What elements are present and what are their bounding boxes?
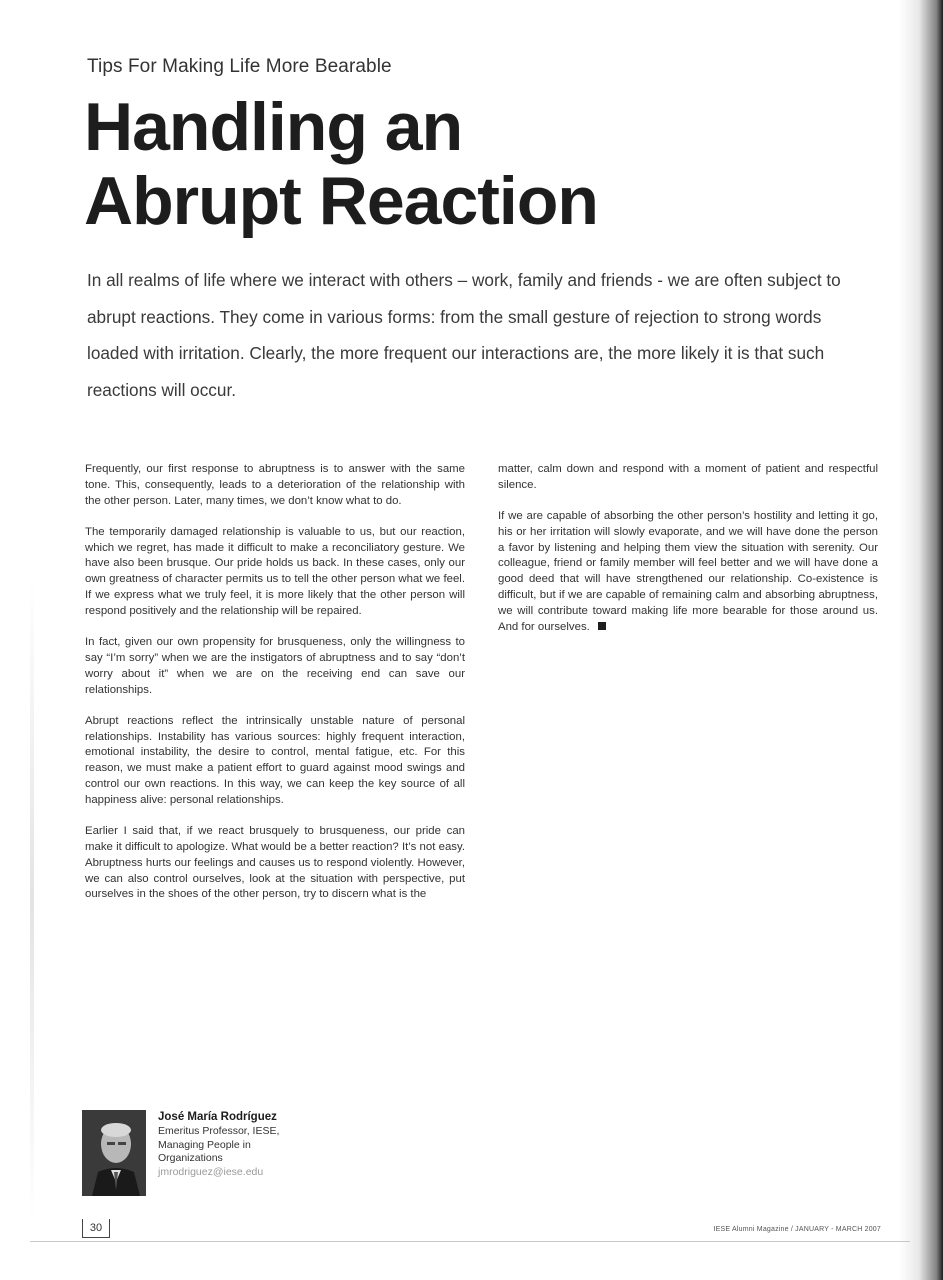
author-title-line: Emeritus Professor, IESE,: [158, 1125, 280, 1137]
page-edge-shadow: [30, 580, 34, 1220]
author-portrait-icon: [82, 1110, 146, 1196]
author-name: José María Rodríguez: [158, 1111, 277, 1123]
body-paragraph: Frequently, our first response to abruptness is to answer with the same tone. This, consequently, leads to a deterioration of the relationship with the other person. Later, many times, we don’t know what to do.: [85, 463, 465, 507]
body-paragraph: In fact, given our own propensity for brusqueness, only the willingness to say “I’m sorry” when we are the instigators of abruptness and to say “don’t worry about it” when we are on the receiving end can save our relationships.: [85, 636, 465, 696]
body-paragraph-final-text: If we are capable of absorbing the other person’s hostility and letting it go, his or her irritation will slowly evaporate, and we will have done the person a favor by listening and helping them view the situation with serenity. Our colleague, friend or family member will feel better and we will have done a good deed that will have strengthened our relationship. Co-existence is difficult, but if we are capable of remaining calm and absorbing abruptness, we will contribute toward making life more bearable for those around us. And for ourselves.: [498, 510, 878, 633]
end-of-article-mark-icon: [598, 622, 606, 630]
section-kicker: Tips For Making Life More Bearable: [87, 56, 392, 77]
author-info: [158, 1110, 318, 1179]
body-column-left: [85, 462, 465, 919]
article-title-line-2: Abrupt Reaction: [84, 163, 598, 239]
author-email: jmrodriguez@iese.edu: [158, 1165, 264, 1178]
body-column-right: [498, 462, 878, 651]
body-paragraph: Earlier I said that, if we react brusquely to brusqueness, our pride can make it difficult to apologize. What would be a better reaction? It’s not easy. Abruptness hurts our feelings and causes us to respond violently. However, we can also control ourselves, look at the situation with perspective, put ourselves in the shoes of the other person, try to discern what is the: [85, 825, 465, 901]
footer-rule: [30, 1241, 910, 1242]
author-photo: [82, 1110, 146, 1196]
body-paragraph: The temporarily damaged relationship is valuable to us, but our reaction, which we regret, has made it difficult to make a reconciliatory gesture. We have also been brusque. Our pride holds us back. In these cases, only our own greatness of character permits us to tell the other person what we feel. If we express what we truly feel, it is more likely that the other person will respond positively and the relationship will be repaired.: [85, 525, 465, 617]
article-title-line-1: Handling an: [84, 89, 463, 165]
body-paragraph: Abrupt reactions reflect the intrinsically unstable nature of personal relationships. Instability has various sources: highly frequent interaction, emotional instability, the desire to control, mental fatigue, etc. For this reason, we must make a patient effort to guard against mood swings and control our own reactions. In this way, we can keep the key source of all happiness alive: personal relationships.: [85, 714, 465, 806]
article-intro: In all realms of life where we interact with others – work, family and friends - we are often subject to abrupt reactions. They come in various forms: from the small gesture of rejection to strong words loaded with irritation. Clearly, the more frequent our interactions are, the more likely it is that such reactions will occur.: [87, 270, 841, 400]
article-title: [84, 90, 804, 238]
publication-footer: IESE Alumni Magazine / JANUARY - MARCH 2007: [713, 1226, 881, 1233]
body-paragraph-final: [498, 509, 878, 635]
body-paragraph: matter, calm down and respond with a moment of patient and respectful silence.: [498, 463, 878, 491]
page-spine-shadow: [899, 0, 943, 1280]
author-title-line: Organizations: [158, 1152, 223, 1164]
author-block: [82, 1110, 312, 1200]
page-number: 30: [82, 1219, 110, 1238]
author-title-line: Managing People in: [158, 1138, 251, 1151]
